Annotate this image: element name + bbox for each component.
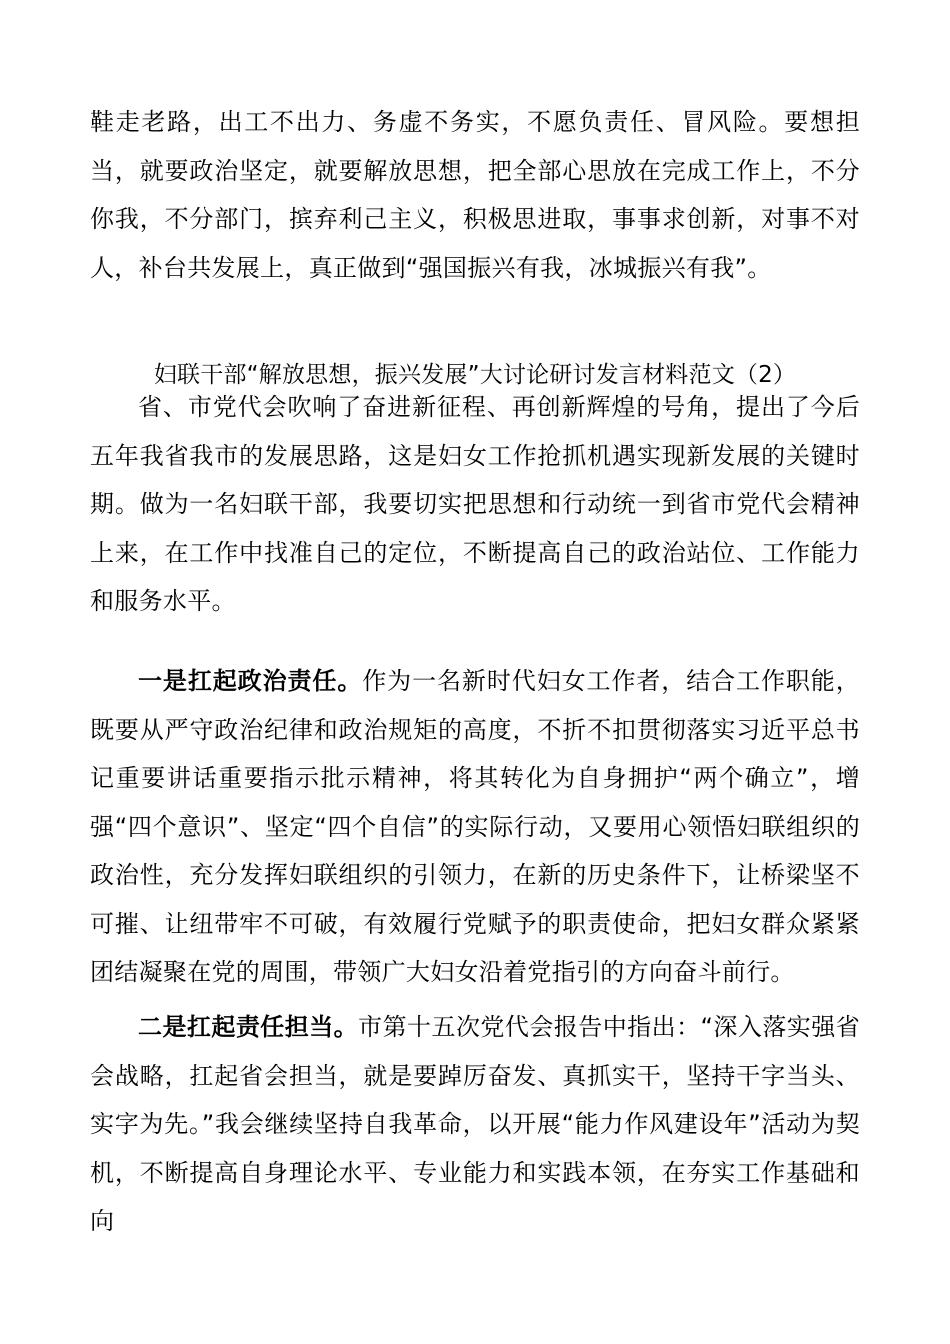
point-one-paragraph [90,657,860,997]
point-one-body: 作为一名新时代妇女工作者，结合工作职能，既要从严守政治纪律和政治规矩的高度，不折不扣贯彻落实习近平总书记重要讲话重要指示批示精神，将其转化为自身拥护“两个确立”，增强“四个意识”、坚定“四个自信”的实际行动，又要用心领悟妇联组织的政治性，充分发挥妇联组织的引领力，在新的历史条件下，让桥梁坚不可摧、让纽带牢不可破，有效履行党赋予的职责使命，把妇女群众紧紧团结凝聚在党的周围，带领广大妇女沿着党指引的方向奋斗前行。 [90,667,861,986]
intro-paragraph: 省、市党代会吹响了奋进新征程、再创新辉煌的号角，提出了今后五年我省我市的发展思路，这是妇女工作抢抓机遇实现新发展的关键时期。做为一名妇联干部，我要切实把思想和行动统一到省市党代会精神上来，在工作中找准自己的定位，不断提高自己的政治站位、工作能力和服务水平。 [90,393,860,615]
section-title: 妇联干部“解放思想，振兴发展”大讨论研讨发言材料范文（2） [153,362,797,388]
point-one-lead: 一是扛起政治责任。 [138,667,363,695]
continuation-paragraph: 鞋走老路，出工不出力、务虚不务实，不愿负责任、冒风险。要想担当，就要政治坚定，就要解放思想，把全部心思放在完成工作上，不分你我，不分部门，摈弃利己主义，积极思进取，事事求创新，对事不对人，补台共发展上，真正做到“强国振兴有我，冰城振兴有我”。 [90,108,860,282]
point-two-paragraph [90,1003,860,1246]
point-two-lead: 二是扛起责任担当。 [138,1013,359,1041]
point-two-body: 市第十五次党代会报告中指出：“深入落实强省会战略，扛起省会担当，就是要踔厉奋发、真抓实干，坚持干字当头、实字为先。”我会继续坚持自我革命，以开展“能力作风建设年”活动为契机，不断提高自身理论水平、专业能力和实践本领，在夯实工作基础和向 [90,1013,861,1235]
